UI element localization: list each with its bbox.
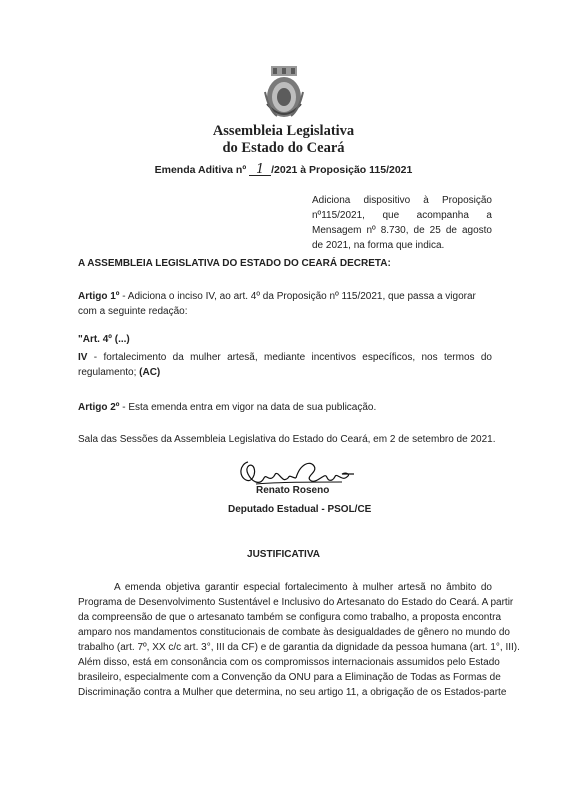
article-1-label: Artigo 1º	[78, 291, 120, 302]
justification-line: da compreensão de que o artesanato também se configura como trabalho, a proposta encontra	[78, 612, 502, 623]
art-4-heading: "Art. 4º (...)	[78, 334, 130, 345]
amendment-prefix: Emenda Aditiva nº	[154, 164, 247, 176]
justification-line: amparo nos mandamentos constitucionais de combate às desigualdades de gênero no mundo do	[78, 627, 510, 638]
inciso-iv	[78, 350, 492, 380]
justification-line: brasileiro, especialmente com a Convenção da ONU para a Eliminação de Todas as Formas de	[78, 672, 501, 683]
article-2-text: - Esta emenda entra em vigor na data de sua publicação.	[119, 402, 377, 413]
amendment-suffix: /2021 à Proposição 115/2021	[271, 164, 413, 176]
decree-statement: A ASSEMBLEIA LEGISLATIVA DO ESTADO DO CEARÁ DECRETA:	[78, 258, 391, 269]
signer-role: Deputado Estadual - PSOL/CE	[228, 504, 372, 515]
article-1-text: - Adiciona o inciso IV, ao art. 4º da Proposição nº 115/2021, que passa a vigorar com a seguinte redação:	[78, 291, 476, 317]
justification-line: Programa de Desenvolvimento Sustentável e Inclusivo do Artesanato do Estado do Ceará. A partir	[78, 597, 514, 608]
ementa-text: Adiciona dispositivo à Proposição nº115/2021, que acompanha a Mensagem nº 8.730, de 25 de agosto de 2021, na forma que indica.	[312, 195, 492, 251]
justification-line: trabalho (art. 7º, XX c/c art. 3°, III da CF) e de garantia da dignidade da pessoa humana (art. 1°, III).	[78, 642, 520, 653]
justification-body	[78, 580, 520, 700]
justification-title: JUSTIFICATIVA	[247, 549, 320, 560]
session-room-date: Sala das Sessões da Assembleia Legislativa do Estado do Ceará, em 2 de setembro de 2021.	[78, 434, 496, 445]
justification-line: Discriminação contra a Mulher que determina, no seu artigo 11, a obrigação de os Estados-parte	[78, 687, 507, 698]
inciso-label: IV	[78, 352, 88, 363]
assembly-title-line1: Assembleia Legislativa	[212, 123, 355, 139]
article-1	[78, 289, 492, 319]
justification-line: Além disso, está em consonância com os compromissos internacionais assumidos pelo Estado	[78, 657, 500, 668]
amendment-number: 1	[249, 164, 271, 176]
inciso-text: - fortalecimento da mulher artesã, mediante incentivos específicos, nos termos do regulamento;	[78, 352, 492, 378]
article-2	[78, 402, 376, 413]
amendment-heading	[0, 164, 567, 176]
inciso-tag: (AC)	[139, 367, 161, 378]
state-coat-of-arms-icon	[263, 64, 305, 122]
signer-name: Renato Roseno	[256, 485, 330, 496]
article-2-label: Artigo 2º	[78, 402, 120, 413]
assembly-title-line2: do Estado do Ceará	[222, 140, 345, 156]
justification-line: A emenda objetiva garantir especial fortalecimento à mulher artesã no âmbito do	[114, 582, 492, 593]
